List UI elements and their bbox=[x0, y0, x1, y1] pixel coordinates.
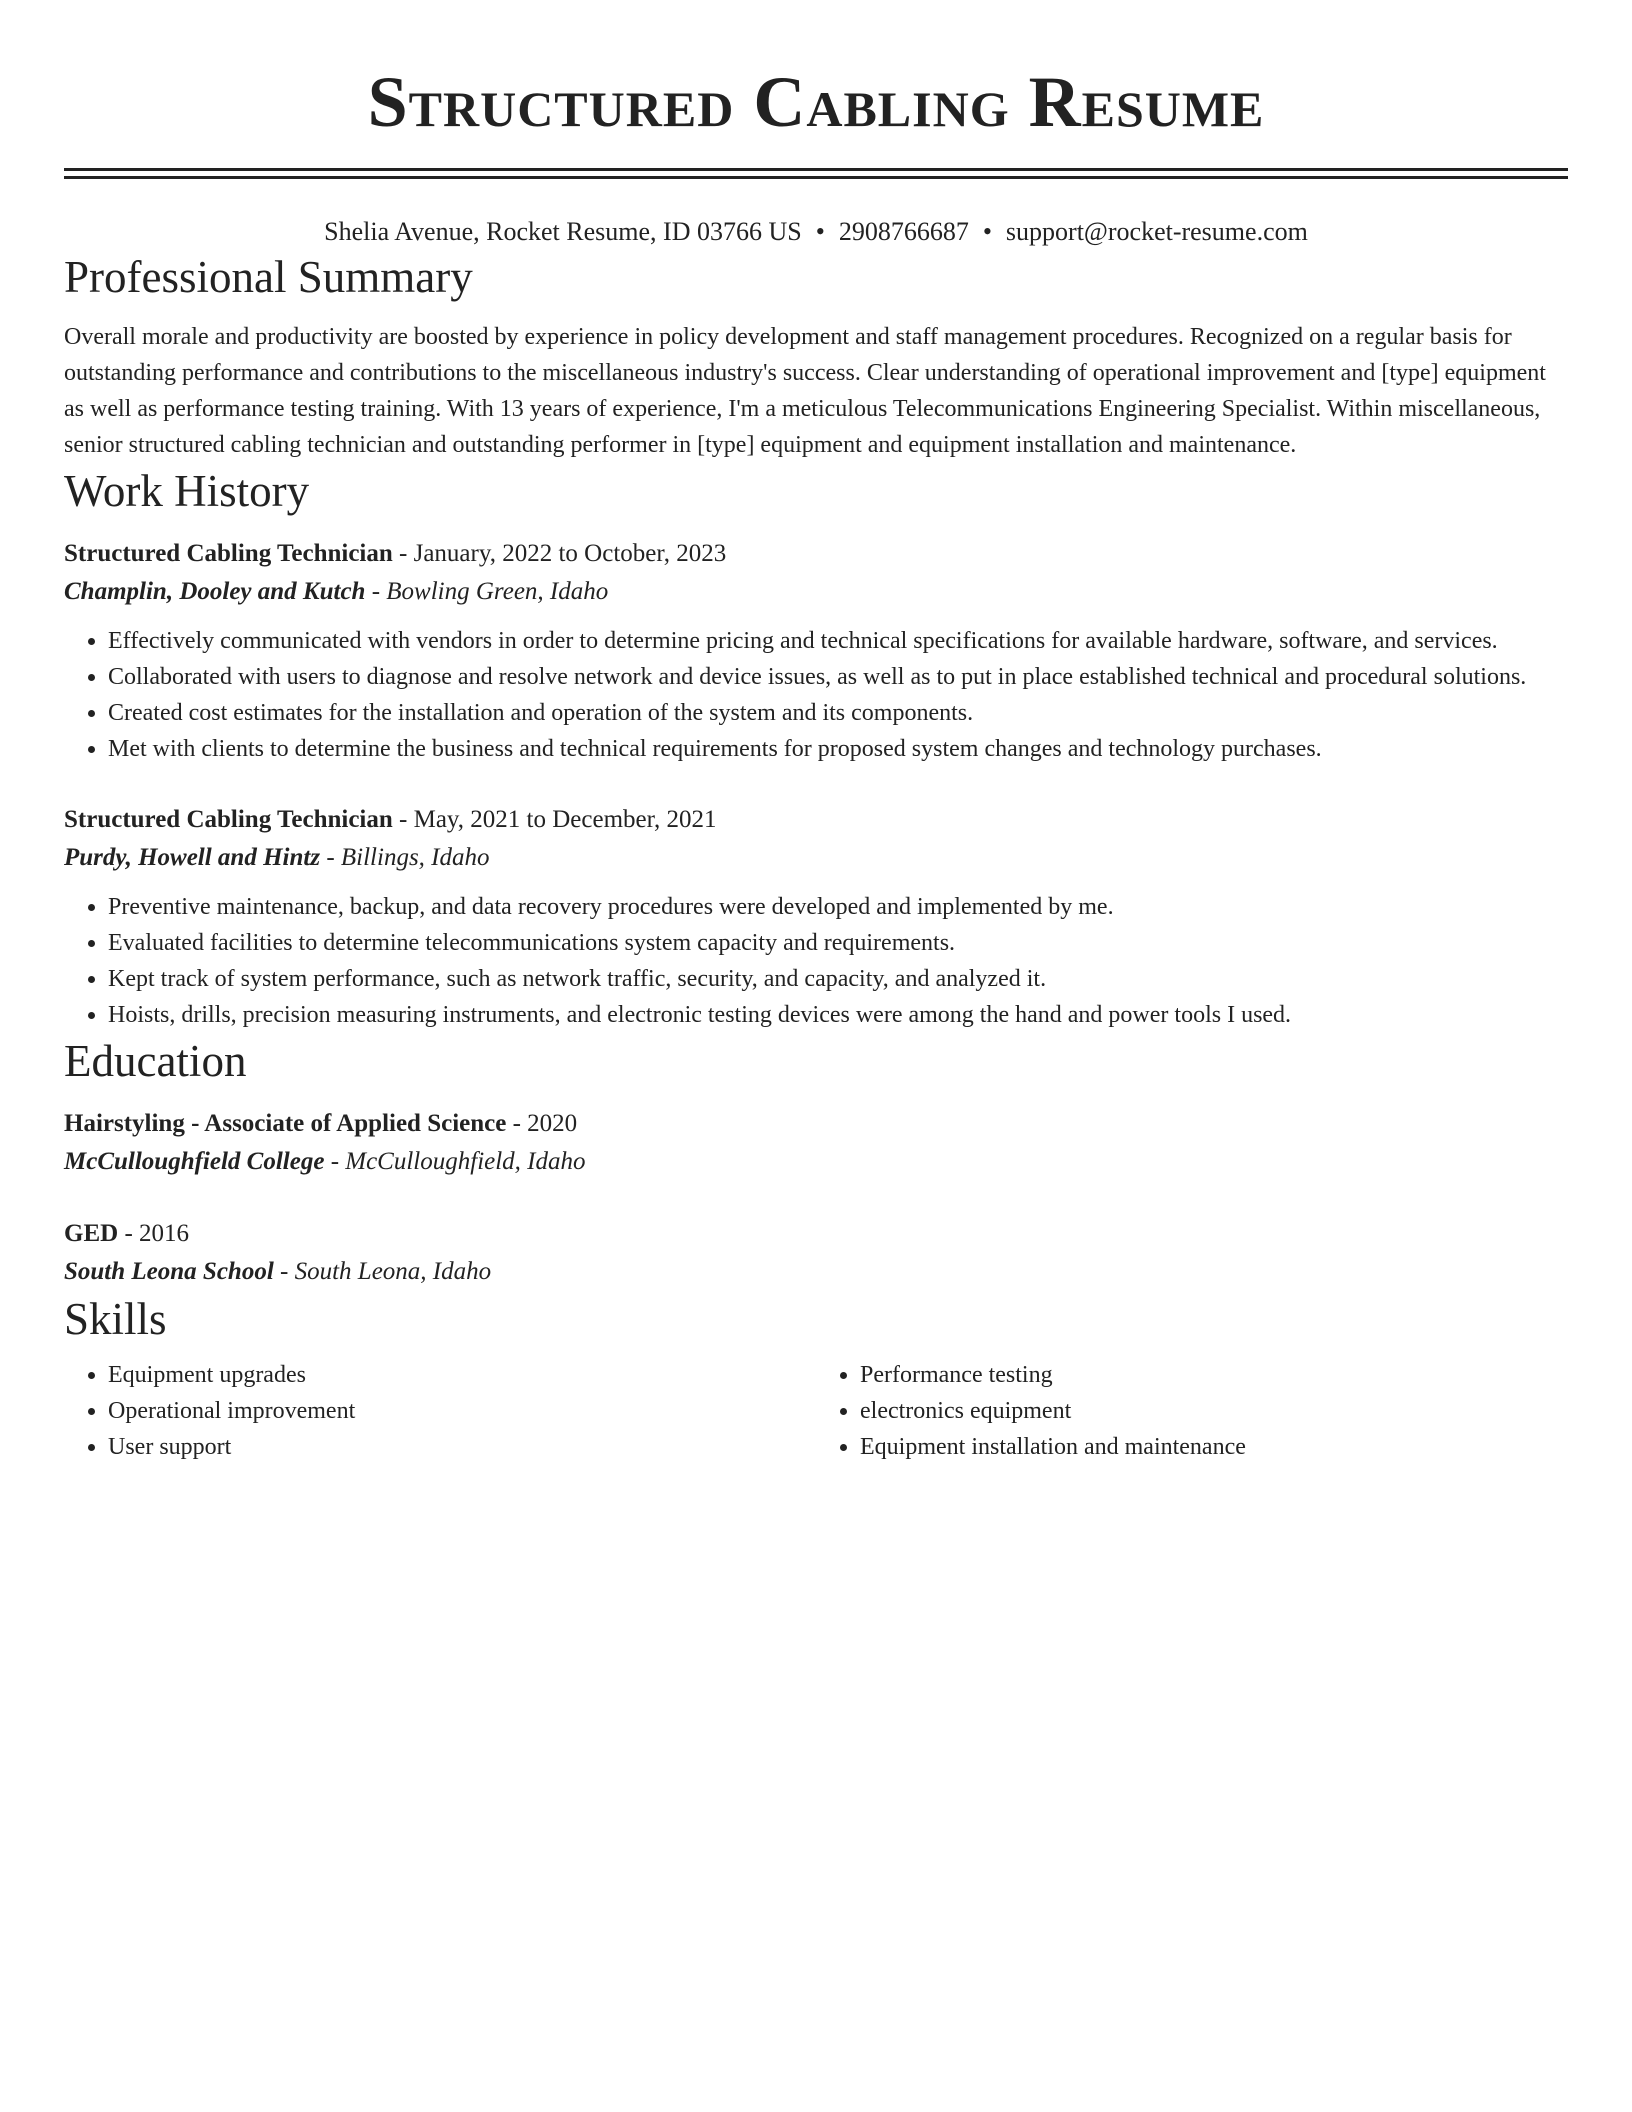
skill-item: • Equipment upgrades bbox=[108, 1357, 816, 1393]
job-bullet: • Preventive maintenance, backup, and data recovery procedures were developed and implemented by me. bbox=[108, 889, 1568, 925]
job-role: Structured Cabling Technician bbox=[64, 806, 393, 833]
job-bullets bbox=[64, 889, 1568, 1033]
education-school-line bbox=[64, 1253, 1568, 1291]
job-bullet: • Effectively communicated with vendors in order to determine pricing and technical specifications for available hardware, software, and services. bbox=[108, 623, 1568, 659]
job-entry bbox=[64, 801, 1568, 1033]
education-location: - McCulloughfield, Idaho bbox=[324, 1148, 586, 1175]
job-title-line bbox=[64, 801, 1568, 839]
job-company: Champlin, Dooley and Kutch bbox=[64, 578, 366, 605]
skills-columns bbox=[64, 1357, 1568, 1465]
resume-title: Structured Cabling Resume bbox=[367, 62, 1265, 142]
job-company: Purdy, Howell and Hintz bbox=[64, 844, 321, 871]
job-bullet: • Hoists, drills, precision measuring instruments, and electronic testing devices were among the hand and power tools I used. bbox=[108, 997, 1568, 1033]
education-degree: Hairstyling - Associate of Applied Science bbox=[64, 1110, 507, 1137]
job-location: - Billings, Idaho bbox=[320, 844, 490, 871]
skill-item: • electronics equipment bbox=[860, 1393, 1568, 1429]
job-role: Structured Cabling Technician bbox=[64, 540, 393, 567]
job-dates: - May, 2021 to December, 2021 bbox=[392, 806, 717, 833]
skills-left-list bbox=[64, 1357, 816, 1465]
education-year: - 2020 bbox=[506, 1110, 578, 1137]
education-degree-line bbox=[64, 1215, 1568, 1253]
education-entry bbox=[64, 1215, 1568, 1291]
job-company-line bbox=[64, 573, 1568, 611]
job-bullet: • Created cost estimates for the installation and operation of the system and its components. bbox=[108, 695, 1568, 731]
skill-item: • Operational improvement bbox=[108, 1393, 816, 1429]
education-degree: GED bbox=[64, 1220, 119, 1247]
contact-email: support@rocket-resume.com bbox=[1005, 217, 1308, 246]
job-bullet: • Evaluated facilities to determine telecommunications system capacity and requirements. bbox=[108, 925, 1568, 961]
contact-phone: 2908766687 bbox=[838, 217, 969, 246]
job-company-line bbox=[64, 839, 1568, 877]
skill-item: • User support bbox=[108, 1429, 816, 1465]
skills-heading: Skills bbox=[64, 1294, 167, 1344]
skills-right-list bbox=[816, 1357, 1568, 1465]
education-location: - South Leona, Idaho bbox=[273, 1258, 492, 1285]
job-bullet: • Collaborated with users to diagnose and resolve network and device issues, as well as to put in place established technical and procedural solutions. bbox=[108, 659, 1568, 695]
contact-line bbox=[64, 215, 1568, 249]
education-entry bbox=[64, 1105, 1568, 1181]
education-school-line bbox=[64, 1143, 1568, 1181]
job-title-line bbox=[64, 535, 1568, 573]
job-location: - Bowling Green, Idaho bbox=[365, 578, 609, 605]
job-entry bbox=[64, 535, 1568, 767]
work-history-heading: Work History bbox=[64, 466, 310, 516]
job-bullet: • Kept track of system performance, such as network traffic, security, and capacity, and analyzed it. bbox=[108, 961, 1568, 997]
title-double-rule bbox=[64, 168, 1568, 179]
job-dates: - January, 2022 to October, 2023 bbox=[392, 540, 727, 567]
contact-separator: • bbox=[815, 217, 825, 246]
education-heading: Education bbox=[64, 1036, 247, 1086]
summary-heading: Professional Summary bbox=[64, 252, 473, 302]
job-bullet: • Met with clients to determine the business and technical requirements for proposed system changes and technology purchases. bbox=[108, 731, 1568, 767]
contact-separator: • bbox=[982, 217, 992, 246]
job-bullets bbox=[64, 623, 1568, 767]
education-school: South Leona School bbox=[64, 1258, 274, 1285]
summary-text: Overall morale and productivity are boosted by experience in policy development and staff management procedures. Recognized on a regular basis for outstanding performance and contributions to the miscellaneous industry's success. Clear understanding of operational improvement and [type] equipment as well as performance testing training. With 13 years of experience, I'm a meticulous Telecommunications Engineering Specialist. Within miscellaneous, senior structured cabling technician and outstanding performer in [type] equipment and equipment installation and maintenance. bbox=[64, 324, 1546, 458]
education-degree-line bbox=[64, 1105, 1568, 1143]
skill-item: • Performance testing bbox=[860, 1357, 1568, 1393]
education-year: - 2016 bbox=[118, 1220, 190, 1247]
contact-address: Shelia Avenue, Rocket Resume, ID 03766 US bbox=[324, 217, 802, 246]
skill-item: • Equipment installation and maintenance bbox=[860, 1429, 1568, 1465]
education-school: McCulloughfield College bbox=[64, 1148, 325, 1175]
